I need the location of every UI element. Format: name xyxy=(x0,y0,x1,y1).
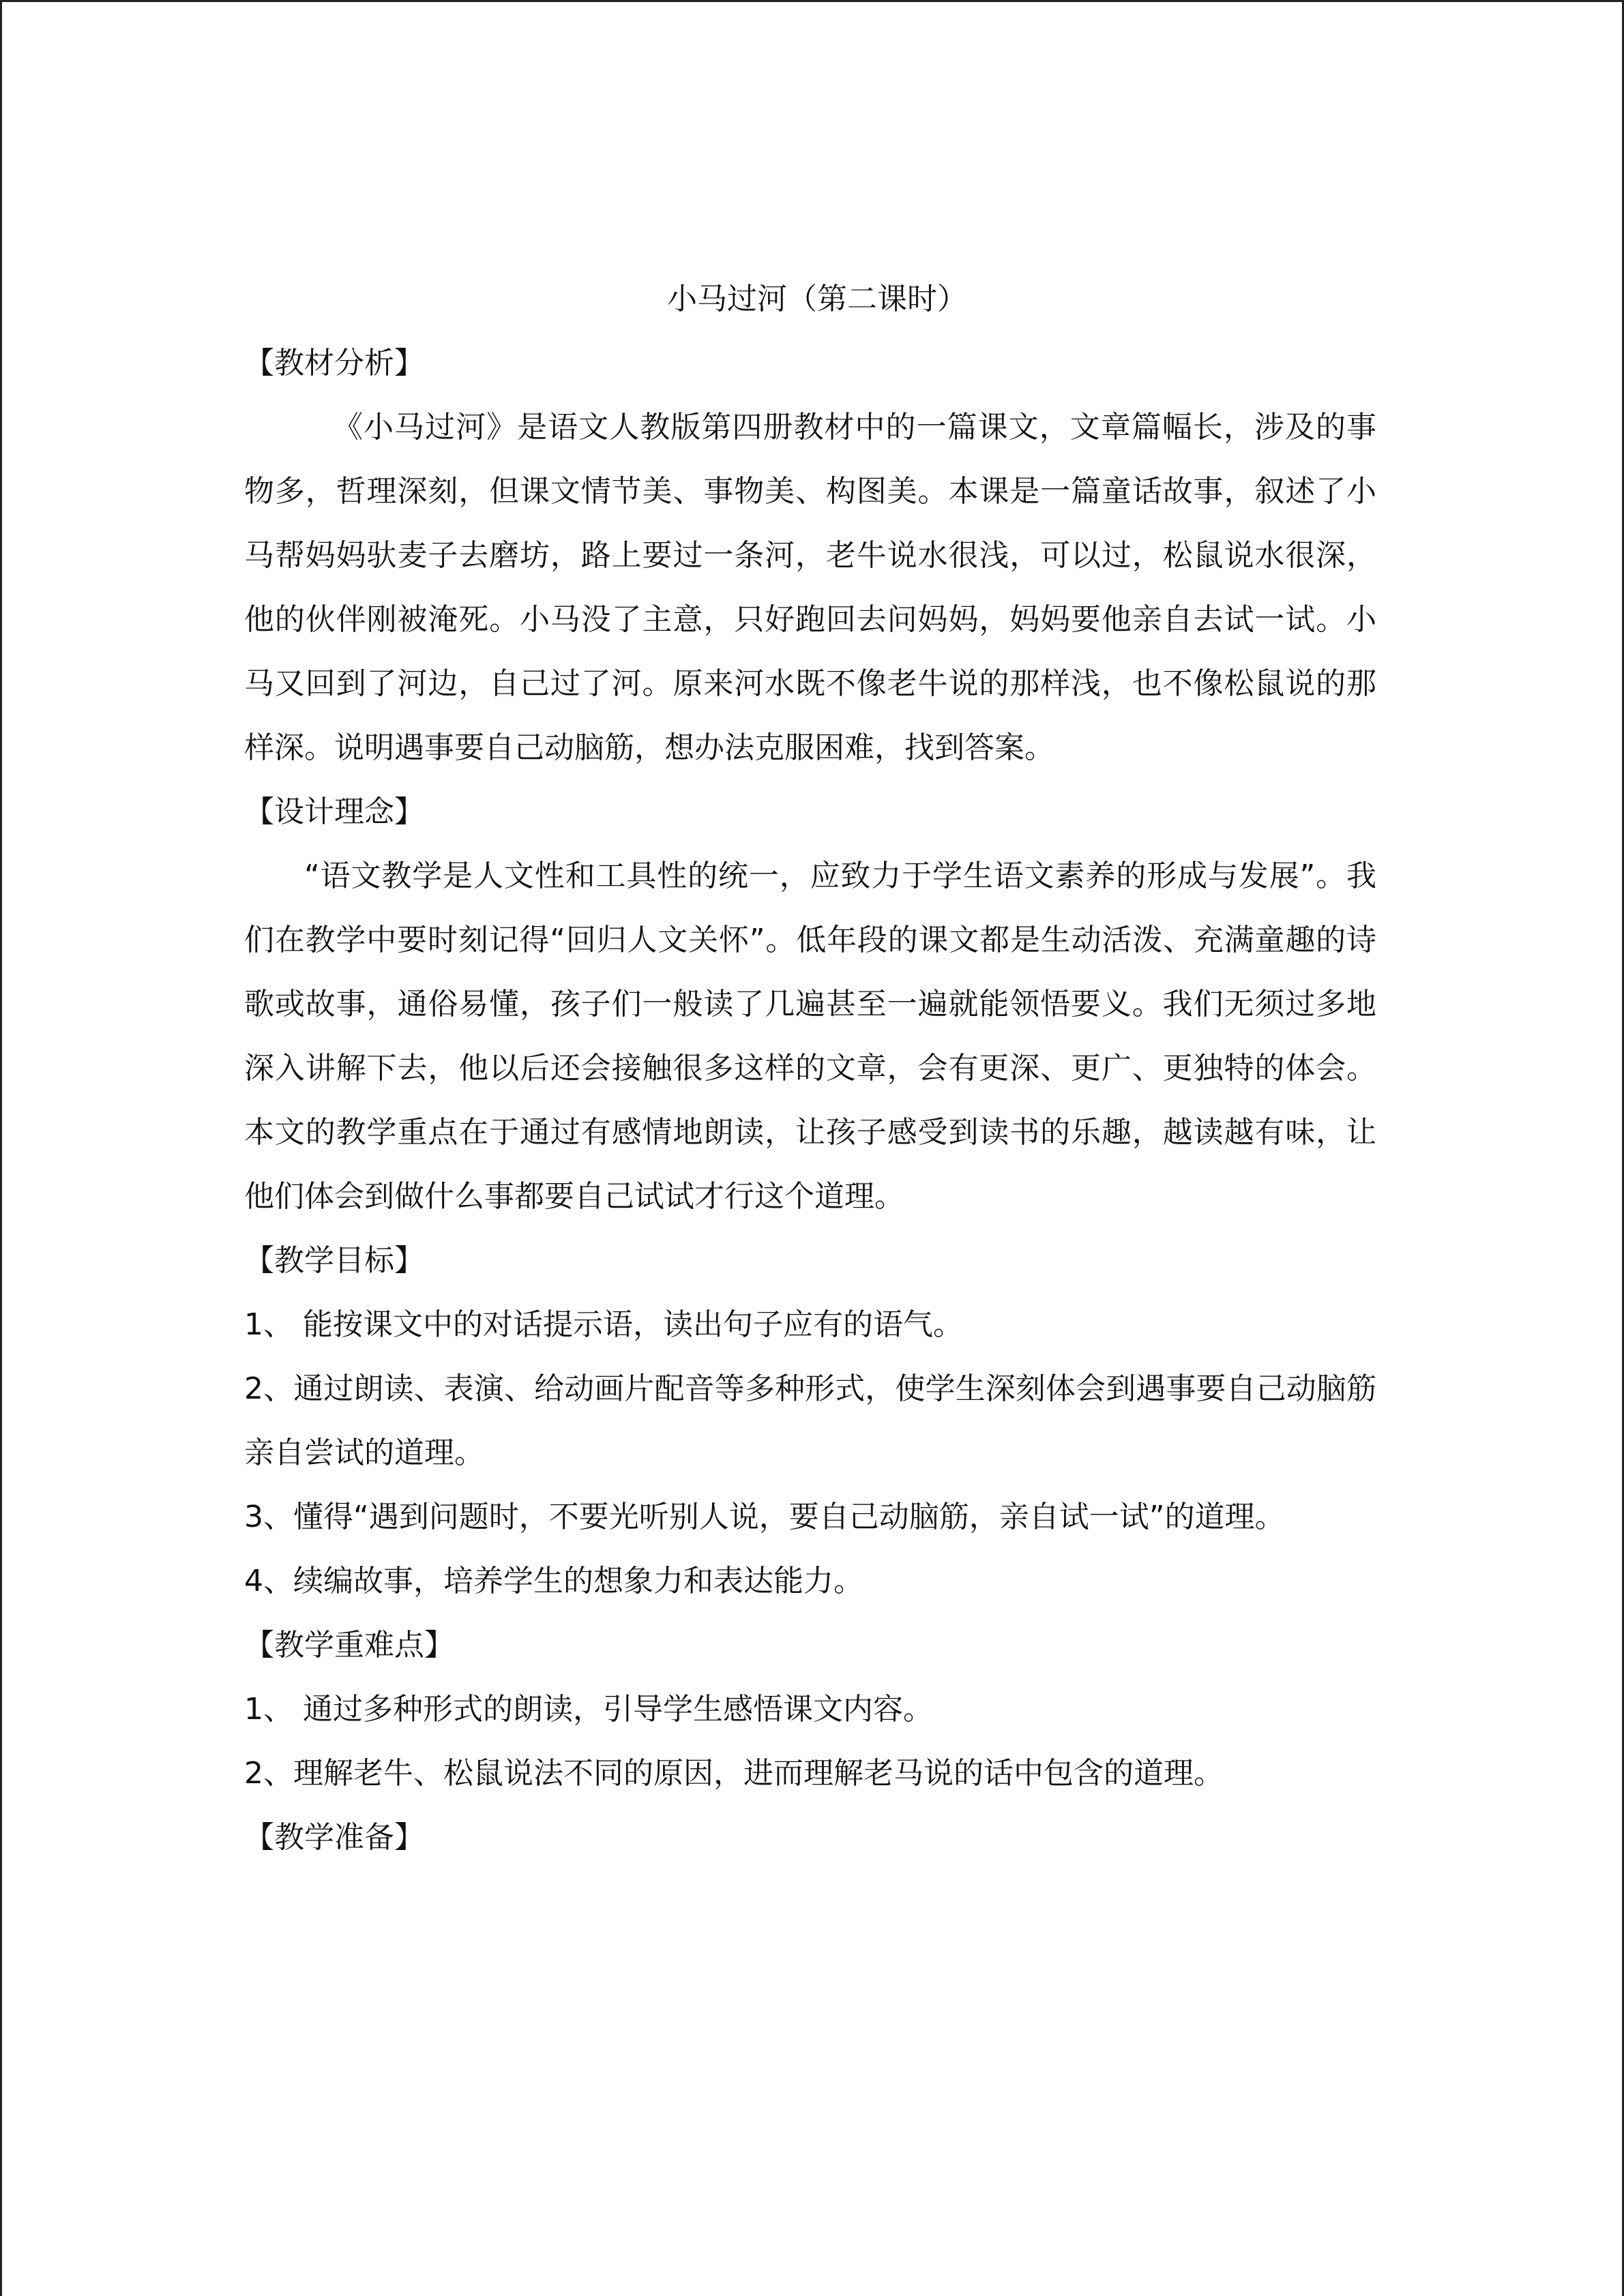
section-heading-goals: 【教学目标】 xyxy=(244,1243,424,1278)
goal-item: 1、 能按课文中的对话提示语，读出句子应有的语气。 xyxy=(244,1307,963,1342)
page-title: 小马过河（第二课时） xyxy=(667,282,967,316)
page-border-top xyxy=(0,0,1624,2)
goal-item: 3、懂得“遇到问题时，不要光听别人说，要自己动脑筋，亲自试一试”的道理。 xyxy=(244,1500,1285,1534)
keypoint-item: 2、理解老牛、松鼠说法不同的原因，进而理解老马说的话中包含的道理。 xyxy=(244,1756,1224,1791)
section-heading-preparation: 【教学准备】 xyxy=(244,1820,424,1855)
keypoint-item: 1、 通过多种形式的朗读，引导学生感悟课文内容。 xyxy=(244,1692,933,1727)
goal-item: 4、续编故事，培养学生的想象力和表达能力。 xyxy=(244,1564,863,1598)
section-heading-analysis: 【教材分析】 xyxy=(244,346,424,381)
section-heading-keypoints: 【教学重难点】 xyxy=(244,1628,454,1663)
page-border-left xyxy=(0,0,2,2296)
goal-item: 2、通过朗读、表演、给动画片配音等多种形式，使学生深刻体会到遇事要自己动脑筋亲自尝试的道理。 xyxy=(244,1371,1376,1470)
section-heading-concept: 【设计理念】 xyxy=(244,794,424,829)
document-body xyxy=(244,267,1376,1870)
concept-paragraph: “语文教学是人文性和工具性的统一，应致力于学生语文素养的形成与发展”。我们在教学中要时刻记得“回归人文关怀”。低年段的课文都是生动活泼、充满童趣的诗歌或故事，通俗易懂，孩子们一般读了几遍甚至一遍就能领悟要义。我们无须过多地深入讲解下去，他以后还会接触很多这样的文章，会有更深、更广、更独特的体会。本文的教学重点在于通过有感情地朗读，让孩子感受到读书的乐趣，越读越有味，让他们体会到做什么事都要自己试试才行这个道理。 xyxy=(244,859,1376,1214)
analysis-paragraph: 《小马过河》是语文人教版第四册教材中的一篇课文，文章篇幅长，涉及的事物多，哲理深刻，但课文情节美、事物美、构图美。本课是一篇童话故事，叙述了小马帮妈妈驮麦子去磨坊，路上要过一条河，老牛说水很浅，可以过，松鼠说水很深，他的伙伴刚被淹死。小马没了主意，只好跑回去问妈妈，妈妈要他亲自去试一试。小马又回到了河边，自己过了河。原来河水既不像老牛说的那样浅，也不像松鼠说的那样深。说明遇事要自己动脑筋，想办法克服困难，找到答案。 xyxy=(244,410,1376,765)
